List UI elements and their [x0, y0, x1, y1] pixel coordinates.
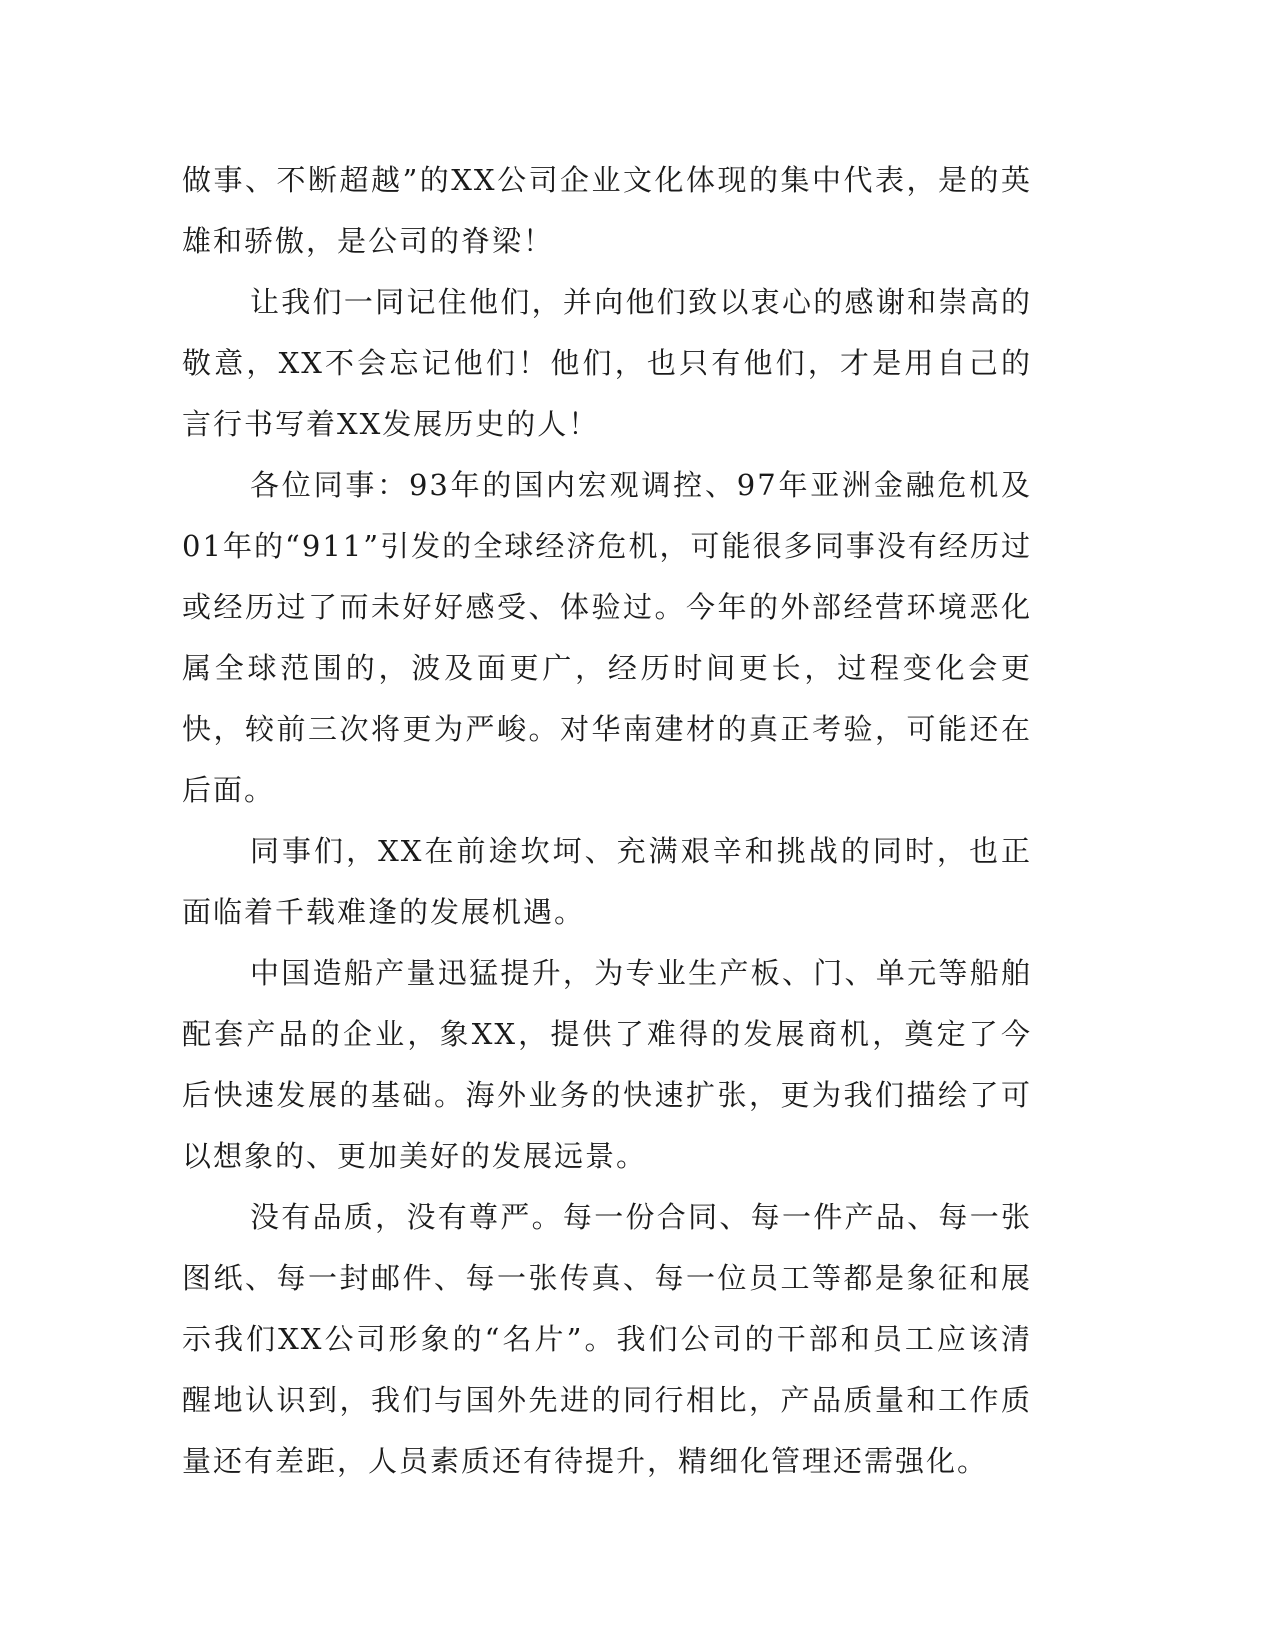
paragraph-continuation: 做事、不断超越”的XX公司企业文化体现的集中代表，是的英雄和骄傲，是公司的脊梁！: [182, 163, 1032, 258]
paragraph-quality: 没有品质，没有尊严。每一份合同、每一件产品、每一张图纸、每一封邮件、每一张传真、每一位员工等都是象征和展示我们XX公司形象的“名片”。我们公司的干部和员工应该清醒地认识到，我们与国外先进的同行相比，产品质量和工作质量还有差距，人员素质还有待提升，精细化管理还需强化。: [182, 1200, 1032, 1478]
document-body: [182, 150, 1032, 1492]
paragraph-shipbuilding: 中国造船产量迅猛提升，为专业生产板、门、单元等船舶配套产品的企业，象XX，提供了难得的发展商机，奠定了今后快速发展的基础。海外业务的快速扩张，更为我们描绘了可以想象的、更加美好的发展远景。: [182, 956, 1032, 1173]
paragraph-remember: 让我们一同记住他们，并向他们致以衷心的感谢和崇高的敬意，XX不会忘记他们！他们，也只有他们，才是用自己的言行书写着XX发展历史的人！: [182, 285, 1032, 441]
paragraph-crisis: 各位同事：93年的国内宏观调控、97年亚洲金融危机及01年的“911”引发的全球经济危机，可能很多同事没有经历过或经历过了而未好好感受、体验过。今年的外部经营环境恶化属全球范围的，波及面更广，经历时间更长，过程变化会更快，较前三次将更为严峻。对华南建材的真正考验，可能还在后面。: [182, 468, 1032, 807]
paragraph-opportunity: 同事们，XX在前途坎坷、充满艰辛和挑战的同时，也正面临着千载难逢的发展机遇。: [182, 834, 1032, 929]
